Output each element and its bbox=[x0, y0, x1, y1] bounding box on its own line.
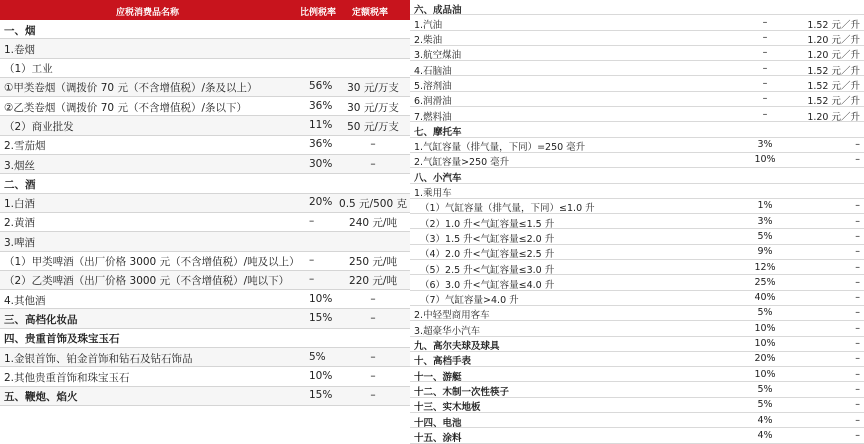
row-name: 九、高尔夫球及球具 bbox=[414, 341, 500, 353]
row-name: （4）2.0 升<气缸容量≤2.5 升 bbox=[420, 249, 555, 261]
row-rate: 10% bbox=[754, 368, 776, 380]
row-name: （6）3.0 升<气缸容量≤4.0 升 bbox=[420, 279, 555, 291]
row-name: 七、摩托车 bbox=[414, 126, 462, 138]
table-row bbox=[410, 199, 864, 214]
table-header bbox=[0, 0, 410, 20]
row-fixed: 0.5 元/500 克 bbox=[339, 198, 407, 211]
table-row bbox=[0, 367, 410, 386]
row-fixed: – bbox=[855, 368, 860, 380]
row-fixed: – bbox=[370, 369, 376, 382]
row-name: 2.雪茄烟 bbox=[4, 140, 46, 153]
row-name: 2.中轻型商用客车 bbox=[414, 310, 490, 322]
header-rate: 比例税率 bbox=[300, 8, 337, 18]
row-fixed: – bbox=[855, 154, 860, 166]
row-name: （2）1.0 升<气缸容量≤1.5 升 bbox=[420, 218, 555, 230]
table-row bbox=[410, 31, 864, 46]
row-fixed: 1.20 元／升 bbox=[807, 111, 860, 123]
row-rate: – bbox=[309, 215, 315, 228]
row-name: 3.航空煤油 bbox=[414, 50, 462, 62]
row-name: 十一、游艇 bbox=[414, 371, 462, 383]
row-rate: – bbox=[762, 108, 768, 120]
row-fixed: – bbox=[855, 276, 860, 288]
row-fixed: – bbox=[855, 261, 860, 273]
row-name: 4.石脑油 bbox=[414, 65, 452, 77]
table-row bbox=[0, 213, 410, 232]
row-rate: 5% bbox=[757, 230, 773, 242]
table-row bbox=[0, 271, 410, 290]
table-row bbox=[410, 168, 864, 183]
row-name: 十五、涂料 bbox=[414, 432, 462, 444]
row-name: 四、贵重首饰及珠宝玉石 bbox=[4, 333, 120, 346]
row-rate: 10% bbox=[309, 292, 333, 305]
table-row bbox=[410, 46, 864, 61]
row-rate: 11% bbox=[309, 118, 333, 131]
table-row bbox=[410, 337, 864, 352]
table-row bbox=[410, 184, 864, 199]
table-row bbox=[410, 229, 864, 244]
row-name: 十二、木制一次性筷子 bbox=[414, 386, 510, 398]
row-rate: 25% bbox=[754, 276, 776, 288]
row-fixed: – bbox=[855, 292, 860, 304]
row-rate: 1% bbox=[757, 200, 773, 212]
row-rate: – bbox=[762, 77, 768, 89]
row-fixed: – bbox=[855, 246, 860, 258]
row-fixed: – bbox=[370, 311, 376, 324]
table-row bbox=[410, 321, 864, 336]
row-fixed: 1.52 元／升 bbox=[807, 80, 860, 92]
row-fixed: – bbox=[855, 307, 860, 319]
table-row bbox=[410, 76, 864, 91]
row-name: （1）工业 bbox=[4, 63, 53, 76]
left-table-body bbox=[0, 20, 410, 406]
row-rate: 9% bbox=[757, 246, 773, 258]
row-fixed: 240 元/吨 bbox=[349, 217, 397, 230]
table-row bbox=[410, 15, 864, 30]
row-fixed: – bbox=[855, 383, 860, 395]
row-rate: – bbox=[762, 47, 768, 59]
row-fixed: – bbox=[855, 200, 860, 212]
table-row bbox=[410, 306, 864, 321]
table-row bbox=[410, 275, 864, 290]
row-rate: 30% bbox=[309, 157, 333, 170]
table-row bbox=[0, 309, 410, 328]
row-fixed: 1.20 元／升 bbox=[807, 35, 860, 47]
row-rate: – bbox=[762, 93, 768, 105]
row-fixed: – bbox=[370, 138, 376, 151]
row-fixed: – bbox=[855, 139, 860, 151]
row-fixed: – bbox=[855, 399, 860, 411]
table-row bbox=[0, 348, 410, 367]
row-name: 1.金银首饰、铂金首饰和钻石及钻石饰品 bbox=[4, 352, 193, 365]
row-rate: – bbox=[309, 254, 315, 267]
row-name: 十、高档手表 bbox=[414, 356, 472, 368]
row-fixed: 30 元/万支 bbox=[347, 82, 399, 95]
row-name: 7.燃料油 bbox=[414, 111, 452, 123]
table-row bbox=[410, 291, 864, 306]
row-fixed: – bbox=[370, 389, 376, 402]
row-rate: 4% bbox=[757, 429, 773, 441]
row-name: 4.其他酒 bbox=[4, 294, 46, 307]
row-name: （1）气缸容量（排气量，下同）≤1.0 升 bbox=[420, 203, 595, 215]
table-row bbox=[410, 107, 864, 122]
table-row bbox=[410, 245, 864, 260]
row-name: （2）乙类啤酒（出厂价格 3000 元（不含增值税）/吨以下） bbox=[4, 275, 290, 288]
table-row bbox=[0, 290, 410, 309]
row-name: 1.气缸容量（排气量，下同）=250 毫升 bbox=[414, 142, 586, 154]
row-rate: 5% bbox=[309, 350, 326, 363]
row-name: 3.烟丝 bbox=[4, 159, 36, 172]
table-row bbox=[410, 0, 864, 15]
row-rate: – bbox=[762, 16, 768, 28]
row-fixed: – bbox=[855, 353, 860, 365]
row-name: （7）气缸容量>4.0 升 bbox=[420, 295, 519, 307]
row-name: 2.其他贵重首饰和珠宝玉石 bbox=[4, 371, 130, 384]
row-rate: 12% bbox=[754, 261, 776, 273]
row-name: 5.溶剂油 bbox=[414, 80, 452, 92]
table-row bbox=[0, 232, 410, 251]
row-rate: 36% bbox=[309, 99, 333, 112]
row-name: 2.黄酒 bbox=[4, 217, 36, 230]
table-row bbox=[0, 174, 410, 193]
table-row bbox=[410, 92, 864, 107]
table-row bbox=[0, 20, 410, 39]
row-fixed: – bbox=[855, 322, 860, 334]
table-row bbox=[410, 398, 864, 413]
row-rate: 20% bbox=[754, 353, 776, 365]
row-fixed: – bbox=[855, 338, 860, 350]
table-row bbox=[410, 413, 864, 428]
row-name: （3）1.5 升<气缸容量≤2.0 升 bbox=[420, 233, 555, 245]
row-fixed: 220 元/吨 bbox=[349, 275, 397, 288]
row-name: 十三、实木地板 bbox=[414, 402, 481, 414]
row-fixed: 1.52 元／升 bbox=[807, 96, 860, 108]
table-row bbox=[0, 39, 410, 58]
table-row bbox=[410, 367, 864, 382]
row-name: ①甲类卷烟（调拨价 70 元（不含增值税）/条及以上） bbox=[4, 82, 258, 95]
row-name: （5）2.5 升<气缸容量≤3.0 升 bbox=[420, 264, 555, 276]
row-fixed: – bbox=[370, 157, 376, 170]
row-fixed: – bbox=[370, 350, 376, 363]
row-fixed: 50 元/万支 bbox=[347, 120, 399, 133]
row-rate: – bbox=[762, 32, 768, 44]
row-fixed: 1.20 元／升 bbox=[807, 50, 860, 62]
row-rate: 10% bbox=[754, 338, 776, 350]
row-fixed: – bbox=[855, 215, 860, 227]
row-name: 八、小汽车 bbox=[414, 172, 462, 184]
row-rate: 56% bbox=[309, 80, 333, 93]
table-row bbox=[410, 214, 864, 229]
row-name: 五、鞭炮、焰火 bbox=[4, 391, 78, 404]
row-name: 十四、电池 bbox=[414, 417, 462, 429]
row-fixed: 250 元/吨 bbox=[349, 256, 397, 269]
row-rate: 10% bbox=[309, 369, 333, 382]
row-name: 2.柴油 bbox=[414, 35, 443, 47]
row-rate: 15% bbox=[309, 311, 333, 324]
row-fixed: – bbox=[370, 292, 376, 305]
row-fixed: 1.52 元／升 bbox=[807, 65, 860, 77]
row-name: 1.白酒 bbox=[4, 198, 36, 211]
row-name: 3.超豪华小汽车 bbox=[414, 325, 481, 337]
header-fixed: 定额税率 bbox=[352, 8, 389, 18]
table-row bbox=[410, 352, 864, 367]
row-name: 一、烟 bbox=[4, 24, 36, 37]
table-row bbox=[410, 428, 864, 443]
row-rate: 5% bbox=[757, 399, 773, 411]
row-rate: – bbox=[762, 62, 768, 74]
table-row bbox=[0, 136, 410, 155]
tax-table-right bbox=[410, 0, 864, 444]
table-row bbox=[410, 260, 864, 275]
row-name: （1）甲类啤酒（出厂价格 3000 元（不含增值税）/吨及以上） bbox=[4, 256, 300, 269]
table-row bbox=[0, 329, 410, 348]
table-row bbox=[0, 387, 410, 406]
row-rate: 10% bbox=[754, 322, 776, 334]
row-name: 三、高档化妆品 bbox=[4, 313, 78, 326]
header-name: 应税消费品名称 bbox=[116, 8, 180, 18]
row-rate: 20% bbox=[309, 196, 333, 209]
table-row bbox=[0, 78, 410, 97]
row-name: （2）商业批发 bbox=[4, 120, 74, 133]
row-name: 6.润滑油 bbox=[414, 96, 452, 108]
row-rate: 40% bbox=[754, 292, 776, 304]
row-name: 1.汽油 bbox=[414, 19, 443, 31]
tax-table-left bbox=[0, 0, 410, 411]
row-fixed: 1.52 元／升 bbox=[807, 19, 860, 31]
row-name: 3.啤酒 bbox=[4, 236, 36, 249]
row-rate: 36% bbox=[309, 138, 333, 151]
table-row bbox=[410, 61, 864, 76]
row-fixed: – bbox=[855, 230, 860, 242]
row-rate: 4% bbox=[757, 414, 773, 426]
row-fixed: – bbox=[855, 429, 860, 441]
table-row bbox=[0, 97, 410, 116]
row-rate: 10% bbox=[754, 154, 776, 166]
table-row bbox=[0, 194, 410, 213]
row-rate: 3% bbox=[757, 139, 773, 151]
row-rate: 15% bbox=[309, 389, 333, 402]
table-row bbox=[0, 252, 410, 271]
row-name: ②乙类卷烟（调拨价 70 元（不含增值税）/条以下） bbox=[4, 101, 247, 114]
table-row bbox=[410, 153, 864, 168]
row-name: 六、成品油 bbox=[414, 4, 462, 16]
table-row bbox=[0, 155, 410, 174]
row-name: 2.气缸容量>250 毫升 bbox=[414, 157, 510, 169]
row-fixed: – bbox=[855, 414, 860, 426]
table-row bbox=[410, 382, 864, 397]
row-fixed: 30 元/万支 bbox=[347, 101, 399, 114]
table-row bbox=[0, 59, 410, 78]
table-row bbox=[0, 116, 410, 135]
row-rate: 5% bbox=[757, 307, 773, 319]
row-rate: 5% bbox=[757, 383, 773, 395]
row-name: 1.卷烟 bbox=[4, 43, 36, 56]
table-row bbox=[410, 122, 864, 137]
row-name: 1.乘用车 bbox=[414, 188, 452, 200]
right-table-body bbox=[410, 0, 864, 444]
table-row bbox=[410, 138, 864, 153]
row-rate: – bbox=[309, 273, 315, 286]
row-rate: 3% bbox=[757, 215, 773, 227]
row-name: 二、酒 bbox=[4, 178, 36, 191]
